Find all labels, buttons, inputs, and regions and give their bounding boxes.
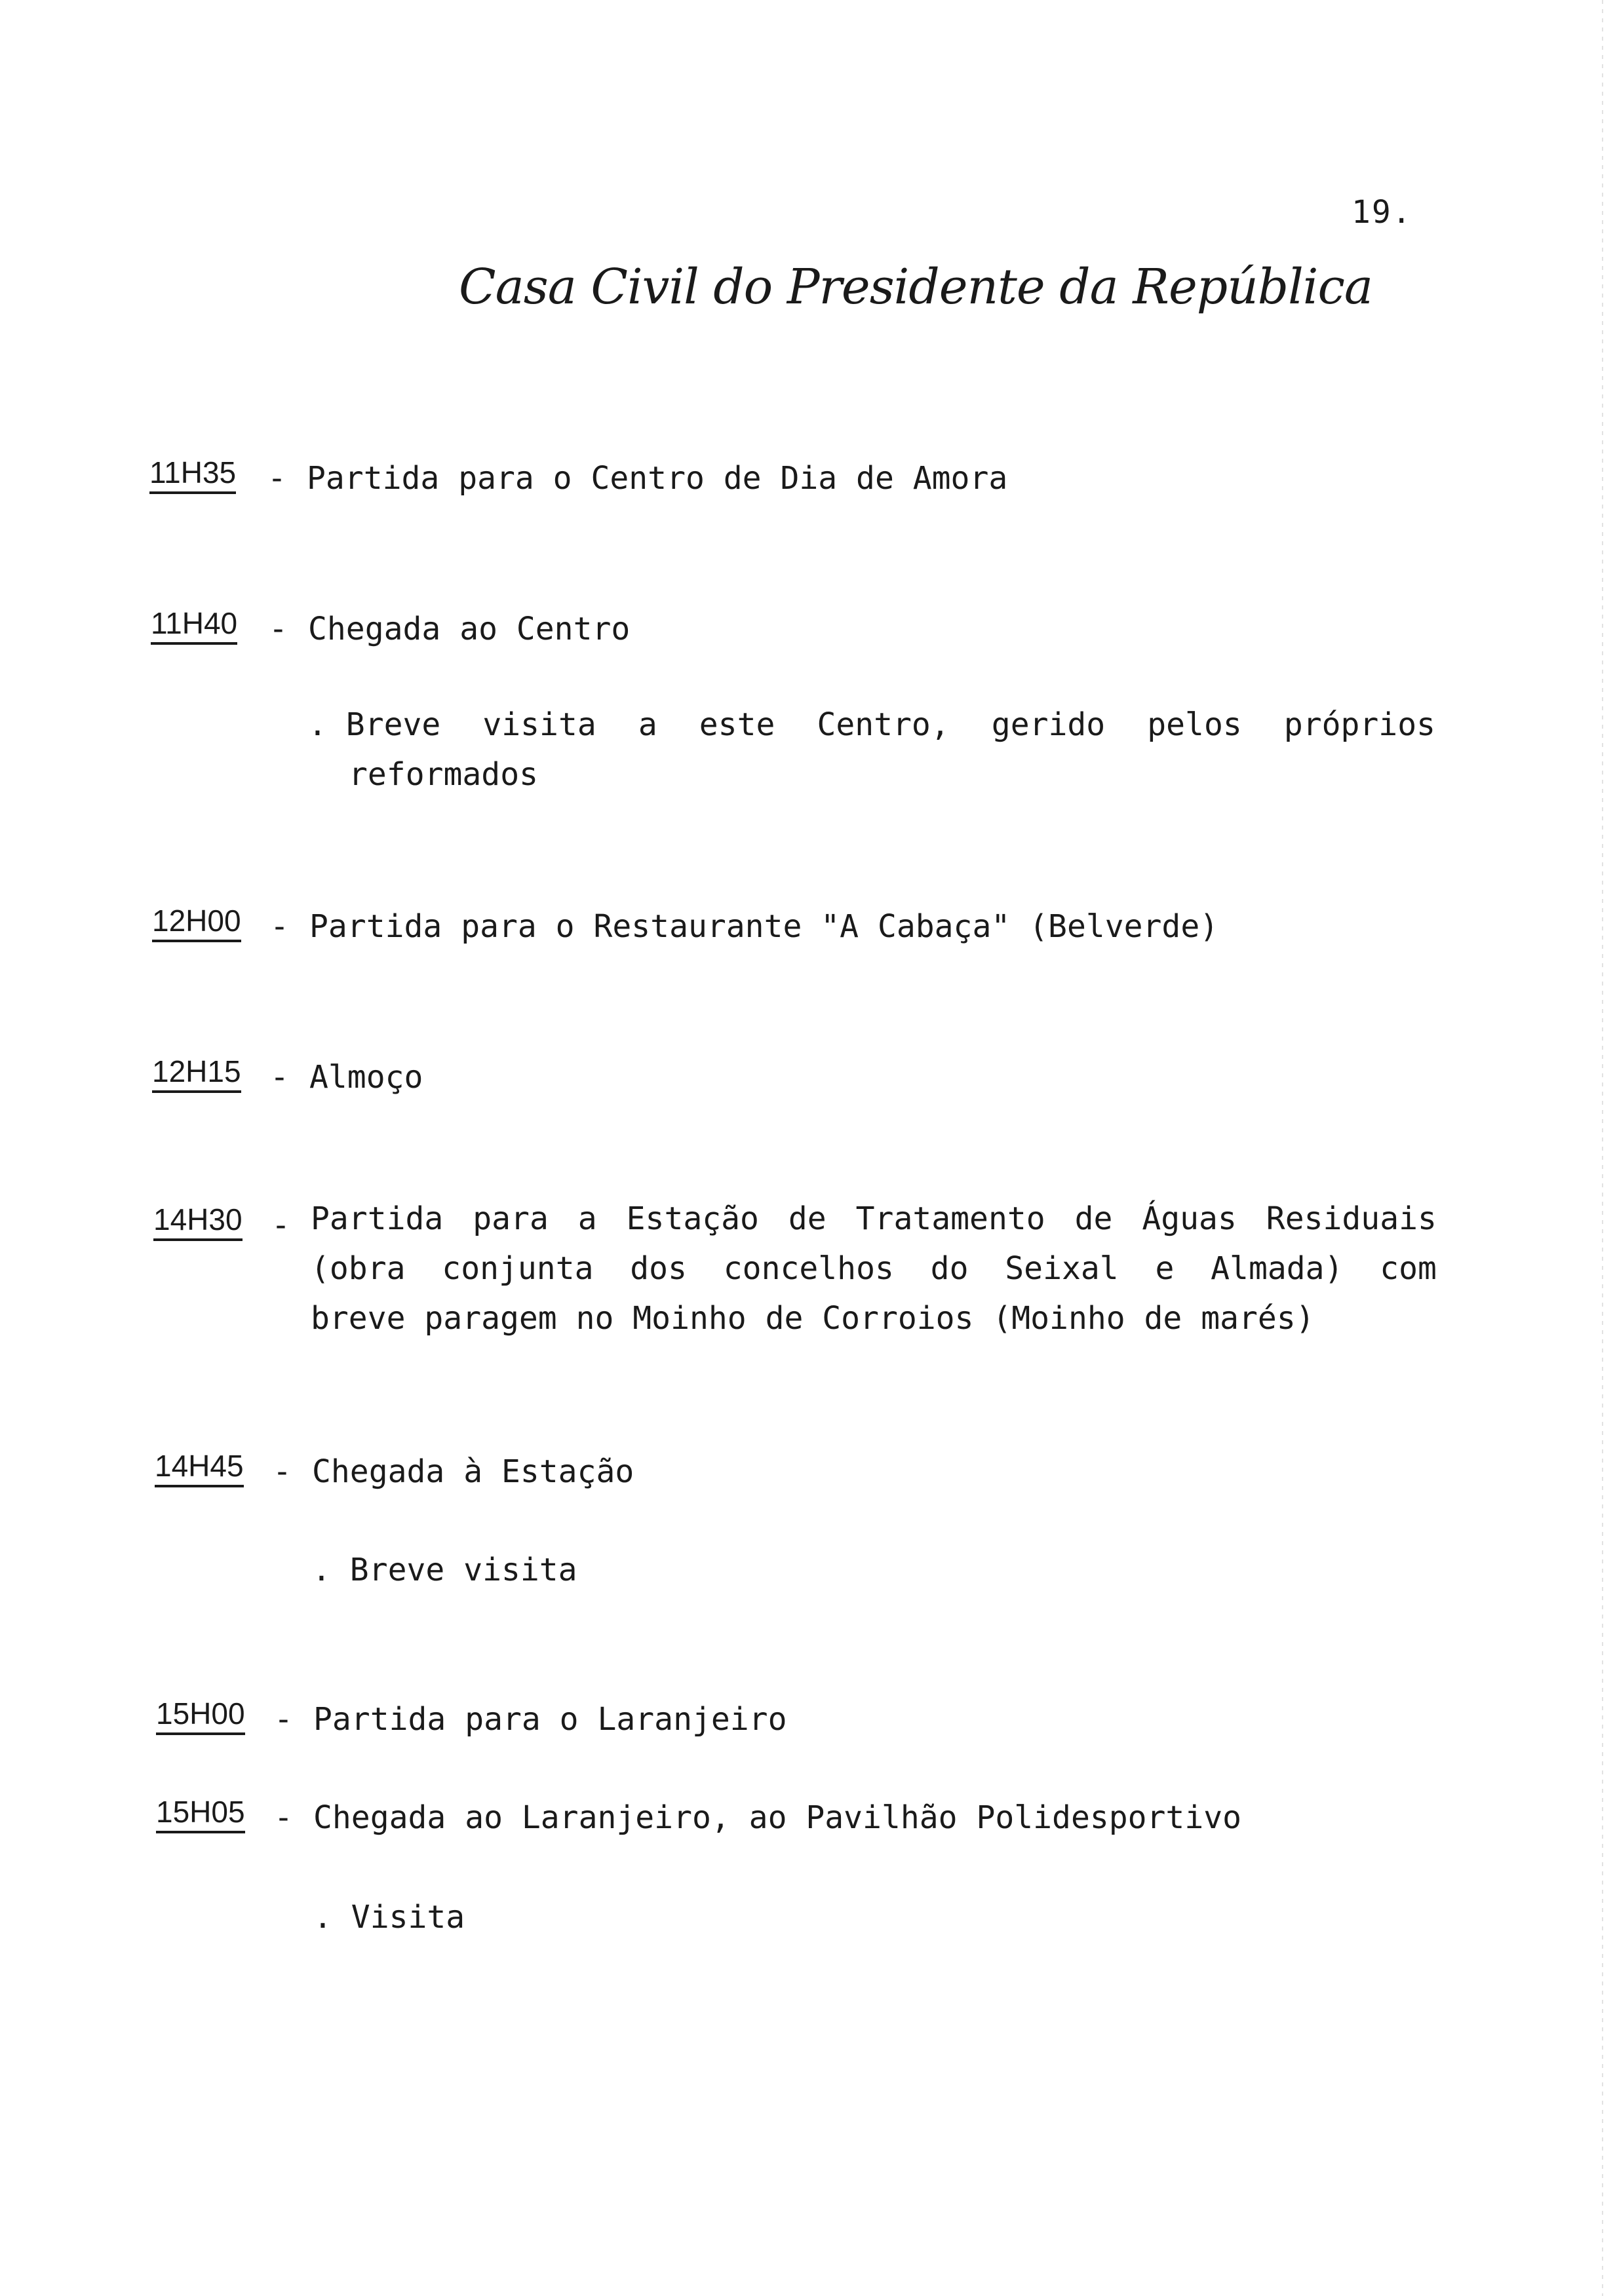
word: Águas [1142, 1200, 1237, 1237]
word: pelos [1147, 706, 1242, 743]
letterhead: Casa Civil do Presidente da República [459, 259, 1373, 315]
word: Residuais [1266, 1200, 1437, 1237]
entry-time: 12H15 [152, 1052, 241, 1093]
page-number: 19. [1352, 194, 1412, 231]
entry-time: 11H40 [151, 604, 237, 645]
word: conjunta [442, 1250, 594, 1287]
entry-dash: - [270, 1059, 289, 1096]
word: gerido [991, 706, 1106, 743]
word: de [1074, 1200, 1113, 1237]
entry-subnote: . Visita [313, 1899, 465, 1936]
entry-time: 11H35 [149, 453, 236, 494]
word: . Breve [308, 706, 441, 743]
text-line [311, 1194, 1437, 1244]
entry-text: Partida para o Laranjeiro [313, 1701, 787, 1738]
word: próprios [1283, 706, 1435, 743]
word: Partida [311, 1200, 444, 1237]
entry-time: 15H00 [156, 1694, 245, 1735]
word: Estação [626, 1200, 759, 1237]
entry-dash: - [271, 1207, 290, 1244]
entry-subnote: . Breve visita [312, 1552, 577, 1588]
entry-text: Partida para o Restaurante "A Cabaça" (Belverde) [309, 908, 1219, 945]
word: este [699, 706, 775, 743]
entry-time: 12H00 [152, 902, 241, 942]
word: e [1155, 1250, 1175, 1287]
entry-text: Almoço [309, 1059, 423, 1096]
word: visita [482, 706, 596, 743]
word: para [473, 1200, 549, 1237]
entry-dash: - [273, 1453, 292, 1490]
entry-dash: - [269, 611, 288, 647]
entry-time: 14H30 [153, 1200, 243, 1241]
entry-dash: - [270, 908, 289, 945]
entry-dash: - [274, 1799, 293, 1836]
entry-subnote [308, 700, 1435, 799]
word: de [788, 1200, 827, 1237]
word: com [1380, 1250, 1437, 1287]
entry-time: 15H05 [156, 1793, 245, 1833]
entry-text: Chegada ao Centro [308, 611, 631, 647]
scan-edge-artifact [1602, 0, 1603, 2296]
word: a [577, 1200, 597, 1237]
entry-text: Partida para o Centro de Dia de Amora [307, 460, 1008, 497]
entry-dash: - [267, 460, 286, 497]
word: Centro, [817, 706, 950, 743]
subnote-line: reformados [349, 756, 538, 793]
word: concelhos [723, 1250, 894, 1287]
word: a [638, 706, 657, 743]
word: (obra [311, 1250, 406, 1287]
entry-text: Chegada ao Laranjeiro, ao Pavilhão Polidesportivo [313, 1799, 1242, 1836]
word: do [930, 1250, 969, 1287]
entry-dash: - [274, 1701, 293, 1738]
entry-text: Chegada à Estação [312, 1453, 634, 1490]
entry-time: 14H45 [155, 1447, 244, 1487]
word: Tratamento [855, 1200, 1045, 1237]
entry-text-block [311, 1194, 1437, 1343]
word: Seixal [1005, 1250, 1119, 1287]
word: dos [630, 1250, 687, 1287]
text-line [311, 1244, 1437, 1293]
text-line: breve paragem no Moinho de Corroios (Moinho de marés) [311, 1300, 1315, 1337]
subnote-line [308, 700, 1435, 750]
word: Almada) [1211, 1250, 1344, 1287]
